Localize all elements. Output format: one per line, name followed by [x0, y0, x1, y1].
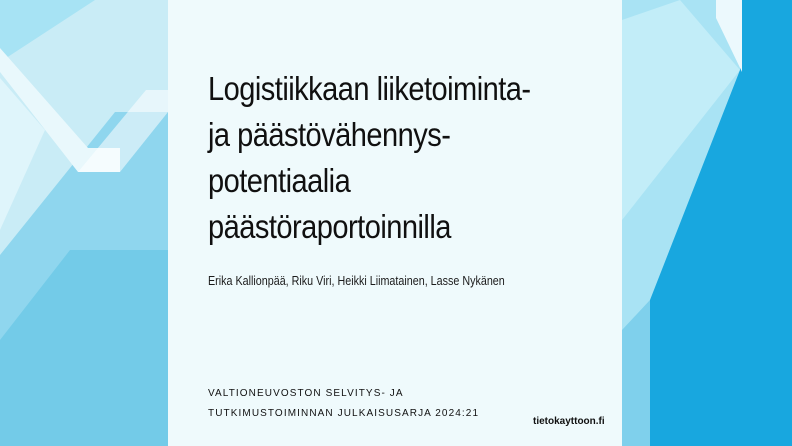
website-link[interactable]: tietokayttoon.fi	[533, 416, 605, 427]
publication-series	[208, 384, 479, 424]
title-line: ja päästövähennys-	[208, 116, 451, 153]
title-line: päästöraportoinnilla	[208, 208, 451, 245]
report-title	[208, 66, 560, 250]
series-line: VALTIONEUVOSTON SELVITYS- JA	[208, 388, 404, 399]
title-line: potentiaalia	[208, 162, 351, 199]
title-line: Logistiikkaan liiketoiminta-	[208, 70, 531, 107]
series-line: TUTKIMUSTOIMINNAN JULKAISUSARJA 2024:21	[208, 408, 480, 419]
authors-line: Erika Kallionpää, Riku Viri, Heikki Liimatainen, Lasse Nykänen	[208, 274, 505, 288]
